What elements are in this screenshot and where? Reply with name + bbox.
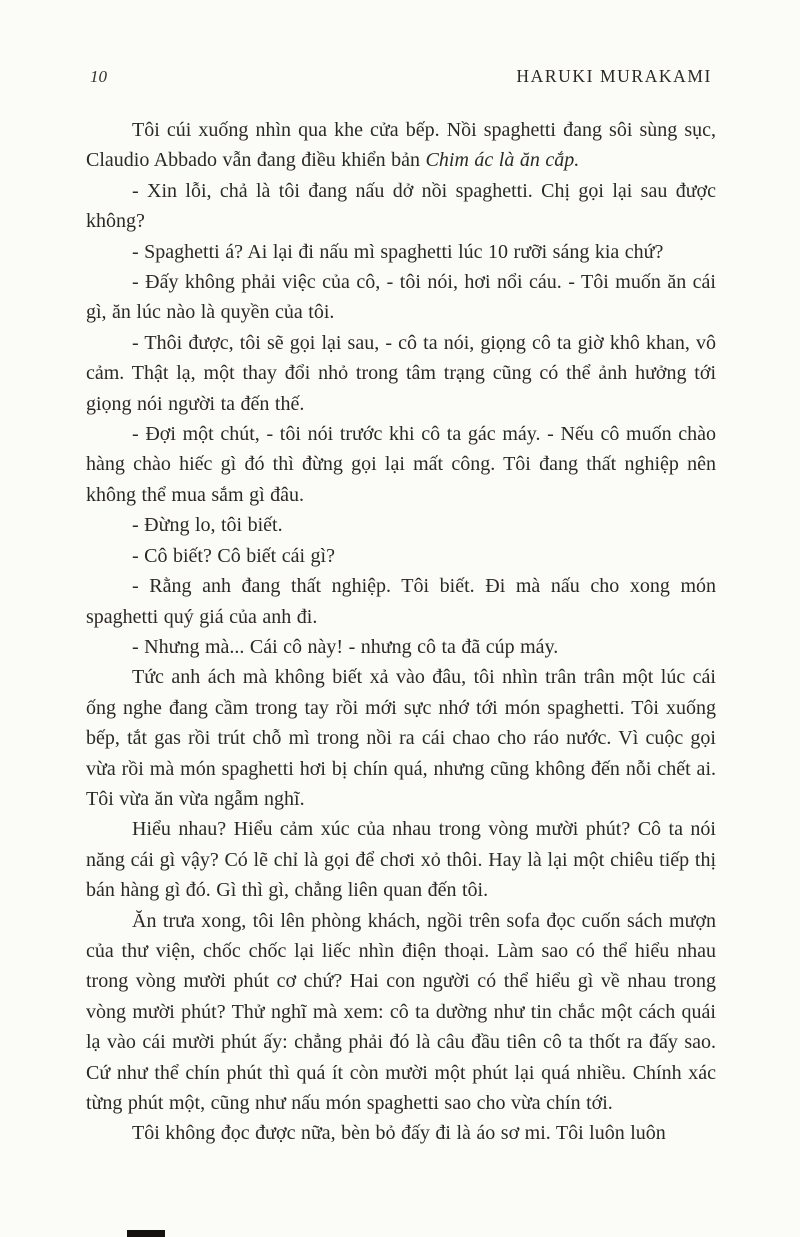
- paragraph: - Đợi một chút, - tôi nói trước khi cô ta gác máy. - Nếu cô muốn chào hàng chào hiếc gì đó thì đừng gọi lại mất công. Tôi đang thất nghiệp nên không thể mua sắm gì đâu.: [86, 423, 716, 506]
- page-number: 10: [90, 67, 107, 86]
- paragraph: - Thôi được, tôi sẽ gọi lại sau, - cô ta nói, giọng cô ta giờ khô khan, vô cảm. Thật lạ, một thay đổi nhỏ trong tâm trạng cũng có thể ảnh hưởng tới giọng nói người ta đến thế.: [86, 331, 716, 415]
- paragraph: Tức anh ách mà không biết xả vào đâu, tôi nhìn trân trân một lúc cái ống nghe đang cầm trong tay rồi mới sực nhớ tới món spaghetti. Tôi xuống bếp, tắt gas rồi trút chỗ mì trong nồi ra cái chao cho ráo nước. Vì cuộc gọi vừa rồi mà món spaghetti hơi bị chín quá, nhưng cũng không đến nỗi chết ai. Tôi vừa ăn vừa ngẫm nghĩ.: [86, 666, 716, 810]
- paragraph: - Nhưng mà... Cái cô này! - nhưng cô ta đã cúp máy.: [132, 635, 559, 658]
- scan-artifact: [127, 1230, 165, 1237]
- paragraph: - Rằng anh đang thất nghiệp. Tôi biết. Đi mà nấu cho xong món spaghetti quý giá của anh đi.: [86, 575, 716, 628]
- paragraph: - Đừng lo, tôi biết.: [132, 514, 283, 537]
- paragraph: Ăn trưa xong, tôi lên phòng khách, ngồi trên sofa đọc cuốn sách mượn của thư viện, chốc chốc lại liếc nhìn điện thoại. Làm sao có thể hiểu nhau trong vòng mười phút cơ chứ? Hai con người có thể hiểu gì về nhau trong vòng mười phút? Thử nghĩ mà xem: cô ta dường như tin chắc một cách quái lạ vào cái mười phút ấy: chẳng phải đó là câu đầu tiên cô ta thốt ra đấy sao. Cứ như thể chín phút thì quá ít còn mười một phút lại quá nhiều. Chính xác từng phút một, cũng như nấu món spaghetti sao cho vừa chín tới.: [86, 909, 716, 1114]
- running-head-author: HARUKI MURAKAMI: [516, 66, 712, 86]
- paragraph: Hiểu nhau? Hiểu cảm xúc của nhau trong vòng mười phút? Cô ta nói năng cái gì vậy? Có lẽ chỉ là gọi để chơi xỏ thôi. Hay là lại một chiêu tiếp thị bán hàng gì đó. Gì thì gì, chẳng liên quan đến tôi.: [86, 818, 716, 902]
- paragraph: - Cô biết? Cô biết cái gì?: [132, 544, 335, 567]
- paragraph-text: Tôi cúi xuống nhìn qua khe cửa bếp. Nồi spaghetti đang sôi sùng sục, Claudio Abbado vẫn đang điều khiển bản: [86, 119, 716, 172]
- paragraph: - Spaghetti á? Ai lại đi nấu mì spaghetti lúc 10 rưỡi sáng kia chứ?: [132, 240, 664, 263]
- page-body: [86, 115, 716, 1149]
- paragraph: - Xin lỗi, chả là tôi đang nấu dở nồi spaghetti. Chị gọi lại sau được không?: [86, 179, 716, 233]
- page-header: [90, 66, 712, 87]
- book-title-italic: Chim ác là ăn cắp.: [425, 149, 580, 172]
- paragraph: - Đấy không phải việc của cô, - tôi nói, hơi nổi cáu. - Tôi muốn ăn cái gì, ăn lúc nào là quyền của tôi.: [86, 271, 716, 324]
- paragraph: Tôi không đọc được nữa, bèn bỏ đấy đi là áo sơ mi. Tôi luôn luôn: [132, 1122, 666, 1145]
- paragraph: [86, 115, 716, 176]
